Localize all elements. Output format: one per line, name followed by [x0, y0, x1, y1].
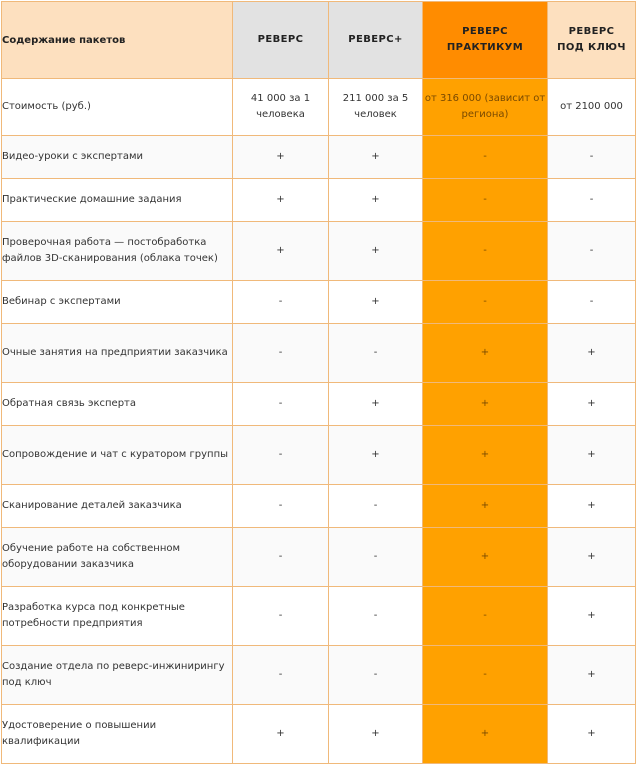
- table-header-row: [2, 2, 636, 79]
- value-cell: +: [233, 179, 329, 222]
- value-cell: -: [233, 324, 329, 383]
- table-row: [2, 383, 636, 426]
- value-cell: -: [329, 528, 423, 587]
- value-cell: -: [233, 485, 329, 528]
- feature-label: Сканирование деталей заказчика: [2, 485, 233, 528]
- table-row: [2, 485, 636, 528]
- feature-label: Создание отдела по реверс-инжинирингу под ключ: [2, 646, 233, 705]
- value-cell: -: [423, 281, 548, 324]
- package-name: РЕВЕРС ПОД КЛЮЧ: [557, 26, 626, 53]
- feature-label: Проверочная работа — постобработка файлов 3D-сканирования (облака точек): [2, 222, 233, 281]
- value-cell: +: [548, 705, 636, 764]
- package-header-revers: [233, 2, 329, 79]
- feature-label: Разработка курса под конкретные потребности предприятия: [2, 587, 233, 646]
- package-name: РЕВЕРС: [257, 34, 304, 45]
- package-header-revers-plus: [329, 2, 423, 79]
- value-cell: -: [329, 587, 423, 646]
- value-cell: +: [329, 705, 423, 764]
- value-cell: -: [329, 324, 423, 383]
- feature-label: Обратная связь эксперта: [2, 383, 233, 426]
- feature-label: Сопровождение и чат с куратором группы: [2, 426, 233, 485]
- value-cell: +: [423, 485, 548, 528]
- package-name: РЕВЕРС+: [348, 34, 403, 45]
- value-cell: 41 000 за 1 человека: [233, 79, 329, 136]
- value-cell: +: [329, 426, 423, 485]
- value-cell: +: [423, 383, 548, 426]
- packages-comparison-table: [1, 1, 636, 764]
- value-cell: +: [548, 426, 636, 485]
- value-cell: -: [329, 646, 423, 705]
- table-row: [2, 705, 636, 764]
- feature-label: Вебинар с экспертами: [2, 281, 233, 324]
- value-cell: +: [233, 222, 329, 281]
- value-cell: +: [233, 705, 329, 764]
- table-row: [2, 324, 636, 383]
- table-row: [2, 222, 636, 281]
- value-cell: +: [329, 136, 423, 179]
- value-cell: -: [233, 646, 329, 705]
- package-name: РЕВЕРС ПРАКТИКУМ: [446, 26, 524, 53]
- table-row: [2, 426, 636, 485]
- value-cell: +: [548, 587, 636, 646]
- value-cell: +: [329, 179, 423, 222]
- feature-label: Практические домашние задания: [2, 179, 233, 222]
- value-cell: -: [423, 222, 548, 281]
- value-cell: +: [423, 426, 548, 485]
- value-cell: +: [423, 324, 548, 383]
- value-cell: 211 000 за 5 человек: [329, 79, 423, 136]
- feature-column-header: Содержание пакетов: [2, 2, 233, 79]
- value-cell: +: [329, 383, 423, 426]
- value-cell: +: [423, 705, 548, 764]
- feature-label: Очные занятия на предприятии заказчика: [2, 324, 233, 383]
- table-row: [2, 79, 636, 136]
- table-row: [2, 281, 636, 324]
- value-cell: -: [423, 587, 548, 646]
- package-header-revers-praktikum: [423, 2, 548, 79]
- value-cell: -: [548, 136, 636, 179]
- table-row: [2, 587, 636, 646]
- value-cell: -: [548, 281, 636, 324]
- table-row: [2, 179, 636, 222]
- value-cell: -: [548, 179, 636, 222]
- value-cell: +: [548, 646, 636, 705]
- value-cell: +: [548, 485, 636, 528]
- value-cell: -: [329, 485, 423, 528]
- value-cell: -: [233, 587, 329, 646]
- value-cell: +: [329, 222, 423, 281]
- value-cell: +: [548, 324, 636, 383]
- table-row: [2, 528, 636, 587]
- value-cell: +: [233, 136, 329, 179]
- value-cell: +: [423, 528, 548, 587]
- table-row: [2, 646, 636, 705]
- value-cell: -: [423, 179, 548, 222]
- value-cell: +: [548, 528, 636, 587]
- feature-label: Стоимость (руб.): [2, 79, 233, 136]
- value-cell: -: [233, 383, 329, 426]
- value-cell: -: [233, 528, 329, 587]
- value-cell: -: [548, 222, 636, 281]
- value-cell: -: [233, 426, 329, 485]
- feature-label: Обучение работе на собственном оборудовании заказчика: [2, 528, 233, 587]
- feature-label: Видео-уроки с экспертами: [2, 136, 233, 179]
- value-cell: +: [329, 281, 423, 324]
- feature-label: Удостоверение о повышении квалификации: [2, 705, 233, 764]
- value-cell: -: [423, 136, 548, 179]
- value-cell: -: [423, 646, 548, 705]
- value-cell: от 2100 000: [548, 79, 636, 136]
- value-cell: +: [548, 383, 636, 426]
- value-cell: -: [233, 281, 329, 324]
- table-row: [2, 136, 636, 179]
- value-cell: от 316 000 (зависит от региона): [423, 79, 548, 136]
- package-header-revers-pod-klyuch: [548, 2, 636, 79]
